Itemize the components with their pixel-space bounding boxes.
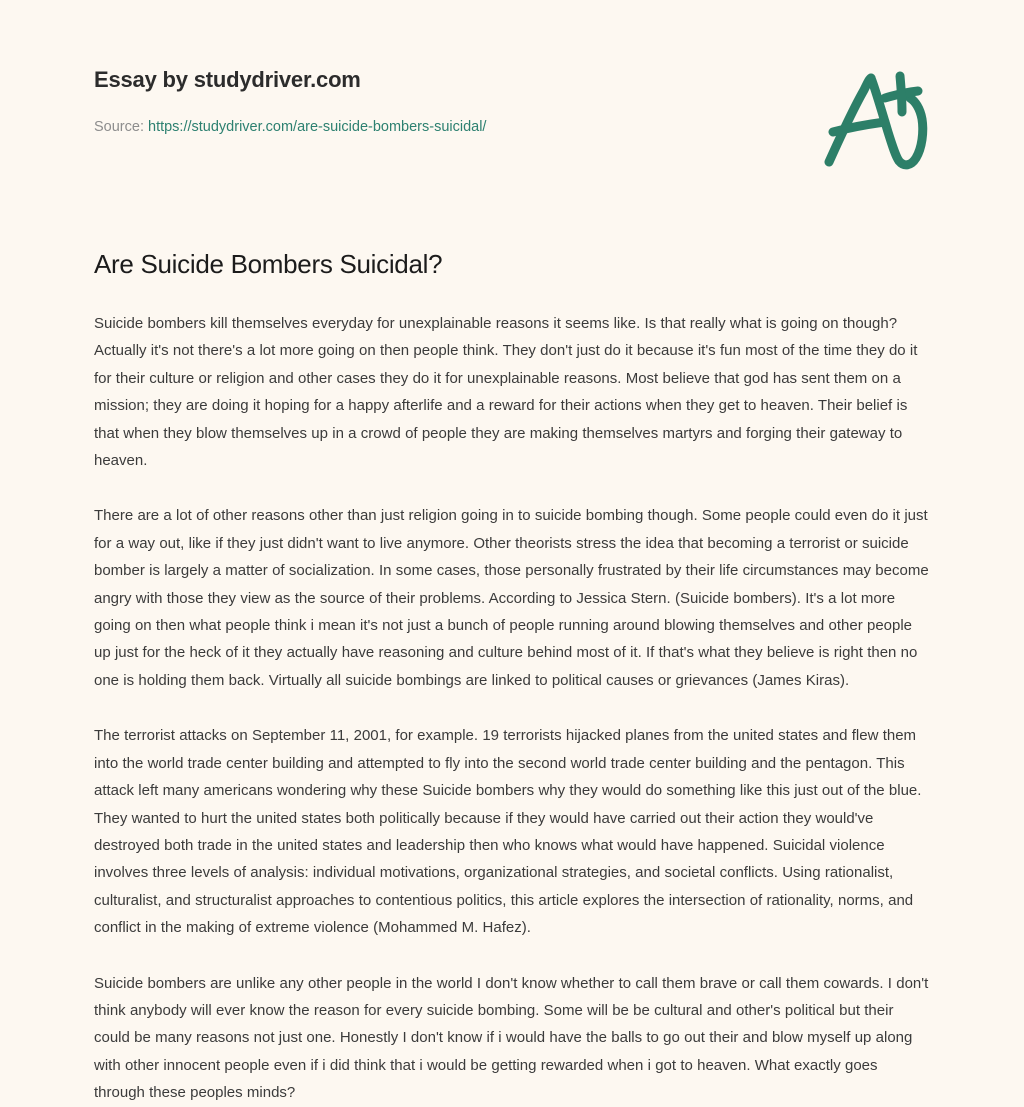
source-line [94, 94, 930, 137]
essay-body [94, 310, 932, 1107]
brand-line: Essay by studydriver.com [94, 67, 361, 92]
paragraph: The terrorist attacks on September 11, 2001, for example. 19 terrorists hijacked planes from the united states and flew them into the world trade center building and attempted to fly into the second world trade center building and the pentagon. This attack left many americans wondering why these Suicide bombers why they would do something like this just out of the blue. They wanted to hurt the united states both politically because if they would have carried out their action they would've destroyed both trade in the united states and leadership then who knows what would have happened. Suicidal violence involves three levels of analysis: individual motivations, organizational strategies, and societal conflicts. Using rationalist, culturalist, and structuralist approaches to contentious politics, this article explores the intersection of rationality, norms, and conflict in the making of extreme violence (Mohammed M. Hafez). [94, 727, 922, 937]
a-plus-logo-icon [812, 62, 940, 174]
paragraph: Suicide bombers kill themselves everyday for unexplainable reasons it seems like. Is that really what is going on though? Actually it's not there's a lot more going on then people think. They don't just do it because it's fun most of the time they do it for their culture or religion and other cases they do it for unexplainable reasons. Most believe that god has sent them on a mission; they are doing it hoping for a happy afterlife and a reward for their actions when they get to heaven. Their belief is that when they blow themselves up in a crowd of people they are making themselves martyrs and forging their gateway to heaven. [94, 315, 918, 470]
page-header [94, 66, 930, 137]
a-plus-logo [812, 62, 940, 174]
source-label: Source: [94, 119, 148, 135]
paragraph: Suicide bombers are unlike any other people in the world I don't know whether to call them brave or call them cowards. I don't think anybody will ever know the reason for every suicide bombing. Some will be be cultural and other's political but their could be many reasons not just one. Honestly I don't know if i would have the balls to go out their and blow myself up along with other innocent people even if i did think that i would be getting rewarded when i got to heaven. What exactly goes through these peoples minds? [94, 974, 929, 1102]
page-title: Are Suicide Bombers Suicidal? [94, 249, 443, 279]
source-url-link[interactable]: https://studydriver.com/are-suicide-bombers-suicidal/ [148, 119, 487, 135]
paragraph: There are a lot of other reasons other than just religion going in to suicide bombing though. Some people could even do it just for a way out, like if they just didn't want to live anymore. Other theorists stress the idea that becoming a terrorist or suicide bomber is largely a matter of socialization. In some cases, those personally frustrated by their life circumstances may become angry with those they view as the source of their problems. According to Jessica Stern. (Suicide bombers). It's a lot more going on then what people think i mean it's not just a bunch of people running around blowing themselves and other people up just for the heck of it they actually have reasoning and culture behind most of it. If that's what they believe is right then no one is holding them back. Virtually all suicide bombings are linked to political causes or grievances (James Kiras). [94, 507, 929, 689]
